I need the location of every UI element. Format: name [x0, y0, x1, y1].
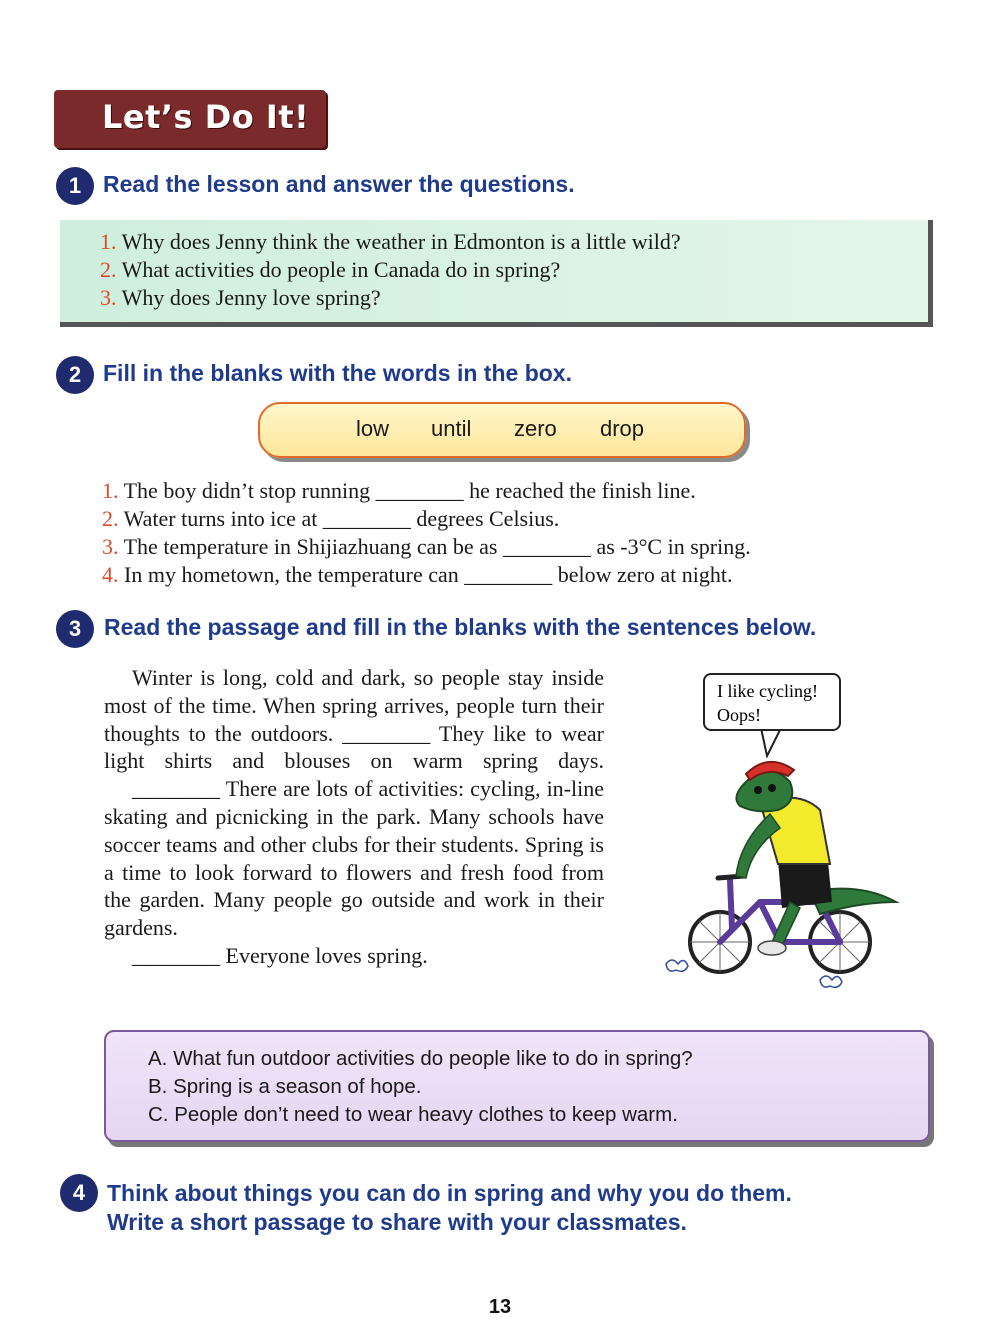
word-low: low	[356, 416, 390, 441]
speech-bubble	[703, 673, 841, 731]
option-c: C. People don’t need to wear heavy clothes to keep warm.	[148, 1103, 678, 1126]
word-box	[258, 402, 746, 458]
bubble-line-1: I like cycling!	[717, 681, 818, 701]
question-1	[100, 229, 681, 255]
question-number: 2.	[100, 257, 117, 282]
word-zero: zero	[514, 416, 557, 441]
sentence-number: 1.	[102, 478, 119, 503]
section-3-heading: Read the passage and fill in the blanks with the sentences below.	[104, 614, 817, 640]
section-2-badge: 2	[56, 356, 94, 394]
banner-title: Let’s Do It!	[102, 98, 310, 136]
passage-paragraph-3: ________ Everyone loves spring.	[132, 942, 428, 968]
section-1-heading: Read the lesson and answer the questions.	[103, 171, 575, 197]
option-a: A. What fun outdoor activities do people like to do in spring?	[148, 1047, 693, 1070]
word-drop: drop	[600, 416, 645, 441]
question-number: 3.	[100, 285, 117, 310]
dinosaur-cyclist-illustration	[660, 752, 900, 1002]
sentence-number: 4.	[102, 562, 119, 587]
bubble-line-2: Oops!	[717, 705, 761, 725]
section-4-heading-line-2: Write a short passage to share with your classmates.	[107, 1209, 687, 1235]
question-2	[100, 257, 560, 283]
fill-sentence-2	[102, 506, 559, 532]
question-number: 1.	[100, 229, 117, 254]
section-4-heading-line-1: Think about things you can do in spring and why you do them.	[107, 1180, 792, 1206]
question-text: What activities do people in Canada do in spring?	[121, 257, 561, 282]
sentence-text: The temperature in Shijiazhuang can be as ________ as -3°C in spring.	[123, 534, 751, 559]
reading-passage	[104, 664, 604, 970]
sentence-number: 3.	[102, 534, 119, 559]
section-3-badge: 3	[56, 610, 94, 648]
fill-sentence-1	[102, 478, 696, 504]
fill-sentence-4	[102, 562, 733, 588]
sentence-text: In my hometown, the temperature can ________ below zero at night.	[124, 562, 733, 587]
sentence-number: 2.	[102, 506, 119, 531]
fill-sentence-3	[102, 534, 751, 560]
section-1-badge: 1	[56, 167, 94, 205]
question-3	[100, 285, 381, 311]
passage-paragraph-1: Winter is long, cold and dark, so people stay inside most of the time. When spring arrives, people turn their thoughts to the outdoors. ________ They like to wear light shirts and blouses on warm spring days.	[104, 665, 604, 774]
question-text: Why does Jenny think the weather in Edmonton is a little wild?	[121, 229, 681, 254]
sentence-text: The boy didn’t stop running ________ he reached the finish line.	[123, 478, 696, 503]
page-number: 13	[488, 1296, 512, 1318]
question-text: Why does Jenny love spring?	[121, 285, 381, 310]
sentence-text: Water turns into ice at ________ degrees Celsius.	[123, 506, 560, 531]
section-2-heading: Fill in the blanks with the words in the box.	[103, 360, 572, 386]
passage-paragraph-2: ________ There are lots of activities: cycling, in-line skating and picnicking in the park. Many schools have soccer teams and other clubs for their students. Spring is a time to look forward to flowers and fresh food from the garden. Many people go outside and work in their gardens.	[104, 776, 604, 941]
section-banner	[54, 90, 326, 148]
word-until: until	[431, 416, 472, 441]
section-4-badge: 4	[60, 1174, 98, 1212]
option-b: B. Spring is a season of hope.	[148, 1075, 422, 1098]
